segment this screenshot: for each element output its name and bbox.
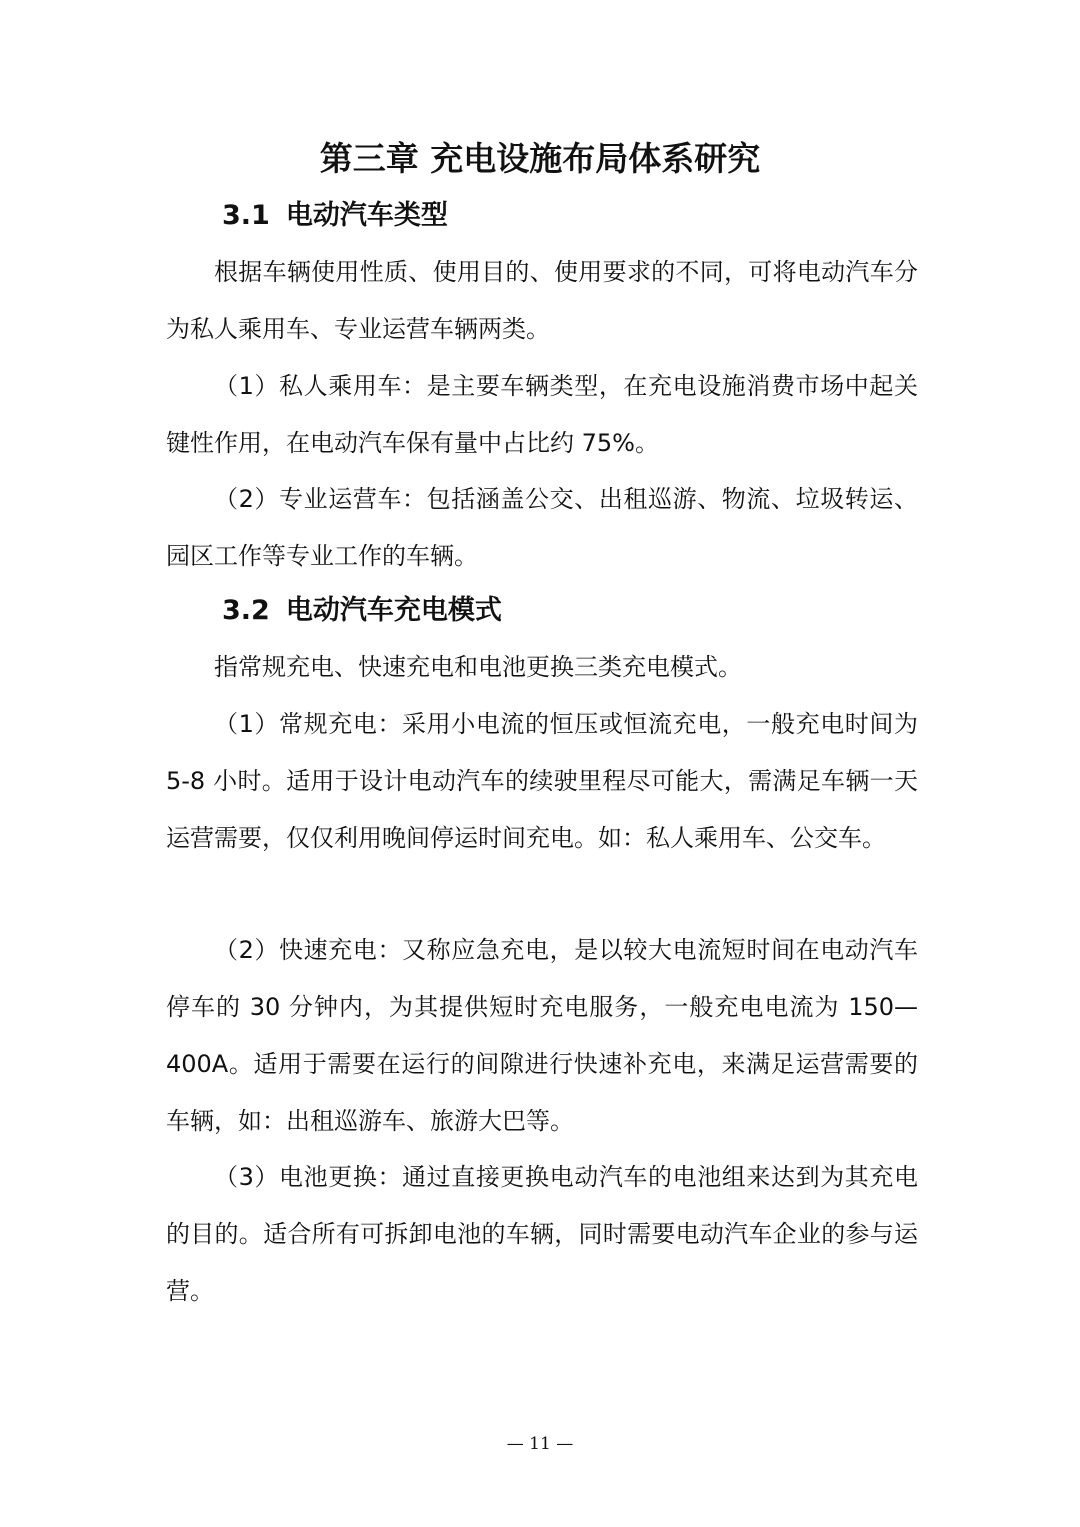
section-heading-3-1 xyxy=(222,196,448,236)
page-number: — 11 — xyxy=(506,1434,574,1454)
section-title: 电动汽车充电模式 xyxy=(285,595,502,626)
paragraph: （2）快速充电：又称应急充电，是以较大电流短时间在电动汽车停车的 30 分钟内，为其提供短时充电服务，一般充电电流为 150—400A。适用于需要在运行的间隙进行快速补充电，来满足运营需要的车辆，如：出租巡游车、旅游大巴等。 xyxy=(166,936,918,1135)
section-title: 电动汽车类型 xyxy=(285,200,448,231)
section-number: 3.1 xyxy=(222,200,270,231)
chapter-title: 第三章 充电设施布局体系研究 xyxy=(319,139,761,178)
section-heading-3-2 xyxy=(222,591,502,631)
paragraph: （1）常规充电：采用小电流的恒压或恒流充电，一般充电时间为 5-8 小时。适用于设计电动汽车的续驶里程尽可能大，需满足车辆一天运营需要，仅仅利用晚间停运时间充电。如：私人乘用车、公交车。 xyxy=(166,710,918,852)
section-number: 3.2 xyxy=(222,595,270,626)
paragraph: （2）专业运营车：包括涵盖公交、出租巡游、物流、垃圾转运、园区工作等专业工作的车辆。 xyxy=(166,485,918,570)
paragraph: 根据车辆使用性质、使用目的、使用要求的不同，可将电动汽车分为私人乘用车、专业运营车辆两类。 xyxy=(166,258,918,343)
paragraph: 指常规充电、快速充电和电池更换三类充电模式。 xyxy=(214,653,742,681)
paragraph: （1）私人乘用车：是主要车辆类型，在充电设施消费市场中起关键性作用，在电动汽车保有量中占比约 75%。 xyxy=(166,372,918,457)
paragraph: （3）电池更换：通过直接更换电动汽车的电池组来达到为其充电的目的。适合所有可拆卸电池的车辆，同时需要电动汽车企业的参与运营。 xyxy=(166,1163,918,1305)
